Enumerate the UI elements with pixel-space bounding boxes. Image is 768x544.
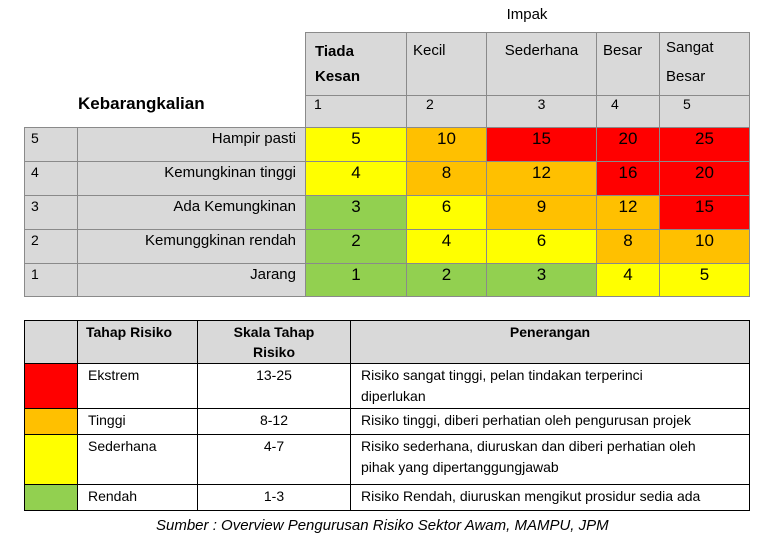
legend-header-desc: Penerangan (351, 321, 750, 364)
risk-cell: 12 (487, 162, 597, 196)
impact-header-3: Sederhana (487, 33, 597, 96)
risk-cell: 6 (407, 196, 487, 230)
legend-scale: 1-3 (198, 485, 351, 511)
risk-cell: 3 (306, 196, 407, 230)
legend-row-tinggi (25, 409, 750, 435)
impact-num-1: 1 (306, 96, 407, 128)
matrix-row-2 (25, 230, 750, 264)
legend-header-row (25, 321, 750, 364)
risk-cell: 5 (306, 128, 407, 162)
impact-axis-title: Impak (506, 6, 548, 23)
likelihood-label: Jarang (78, 264, 306, 297)
impact-num-2: 2 (407, 96, 487, 128)
likelihood-label: Ada Kemungkinan (78, 196, 306, 230)
impact-header-2: Kecil (407, 33, 487, 96)
impact-num-3: 3 (487, 96, 597, 128)
legend-row-rendah (25, 485, 750, 511)
risk-cell: 2 (407, 264, 487, 297)
legend-level: Tinggi (78, 409, 198, 435)
legend-swatch (25, 364, 78, 409)
risk-matrix (24, 32, 750, 297)
risk-cell: 4 (597, 264, 660, 297)
risk-cell: 16 (597, 162, 660, 196)
risk-cell: 10 (660, 230, 750, 264)
matrix-row-1 (25, 264, 750, 297)
risk-cell: 12 (597, 196, 660, 230)
risk-cell: 9 (487, 196, 597, 230)
likelihood-num: 5 (25, 128, 78, 162)
impact-header-1: Tiada Kesan (306, 33, 407, 96)
likelihood-axis-title: Kebarangkalian (78, 94, 205, 113)
legend-header-level: Tahap Risiko (78, 321, 198, 364)
risk-cell: 20 (597, 128, 660, 162)
matrix-row-5 (25, 128, 750, 162)
risk-cell: 15 (487, 128, 597, 162)
likelihood-num: 4 (25, 162, 78, 196)
legend-row-ekstrem (25, 364, 750, 409)
risk-cell: 25 (660, 128, 750, 162)
impact-header-5: Sangat Besar (660, 33, 750, 96)
legend-desc: Risiko Rendah, diuruskan mengikut prosidur sedia ada (351, 485, 750, 511)
risk-cell: 5 (660, 264, 750, 297)
likelihood-label: Kemunggkinan rendah (78, 230, 306, 264)
legend-swatch (25, 435, 78, 485)
risk-cell: 2 (306, 230, 407, 264)
likelihood-num: 3 (25, 196, 78, 230)
likelihood-label: Hampir pasti (78, 128, 306, 162)
matrix-row-3 (25, 196, 750, 230)
risk-cell: 15 (660, 196, 750, 230)
legend-scale: 13-25 (198, 364, 351, 409)
risk-cell: 4 (407, 230, 487, 264)
impact-header-row (25, 33, 750, 96)
risk-cell: 20 (660, 162, 750, 196)
legend-swatch (25, 485, 78, 511)
legend-level: Sederhana (78, 435, 198, 485)
source-caption: Sumber : Overview Pengurusan Risiko Sektor Awam, MAMPU, JPM (156, 517, 609, 534)
impact-number-row (25, 96, 750, 128)
legend-scale: 4-7 (198, 435, 351, 485)
legend-header-scale: Skala Tahap Risiko (198, 321, 351, 364)
likelihood-label: Kemungkinan tinggi (78, 162, 306, 196)
legend-desc: Risiko tinggi, diberi perhatian oleh pengurusan projek (351, 409, 750, 435)
likelihood-num: 2 (25, 230, 78, 264)
legend-level: Rendah (78, 485, 198, 511)
risk-cell: 8 (597, 230, 660, 264)
likelihood-num: 1 (25, 264, 78, 297)
impact-num-4: 4 (597, 96, 660, 128)
legend-scale: 8-12 (198, 409, 351, 435)
risk-cell: 10 (407, 128, 487, 162)
risk-cell: 8 (407, 162, 487, 196)
risk-cell: 4 (306, 162, 407, 196)
risk-cell: 6 (487, 230, 597, 264)
risk-legend-table (24, 320, 750, 511)
legend-desc: Risiko sederhana, diuruskan dan diberi perhatian oleh pihak yang dipertanggungjawab (351, 435, 750, 485)
legend-row-sederhana (25, 435, 750, 485)
matrix-row-4 (25, 162, 750, 196)
legend-level: Ekstrem (78, 364, 198, 409)
impact-header-4: Besar (597, 33, 660, 96)
legend-desc: Risiko sangat tinggi, pelan tindakan terperinci diperlukan (351, 364, 750, 409)
legend-header-swatch (25, 321, 78, 364)
legend-swatch (25, 409, 78, 435)
impact-num-5: 5 (660, 96, 750, 128)
risk-cell: 1 (306, 264, 407, 297)
risk-cell: 3 (487, 264, 597, 297)
